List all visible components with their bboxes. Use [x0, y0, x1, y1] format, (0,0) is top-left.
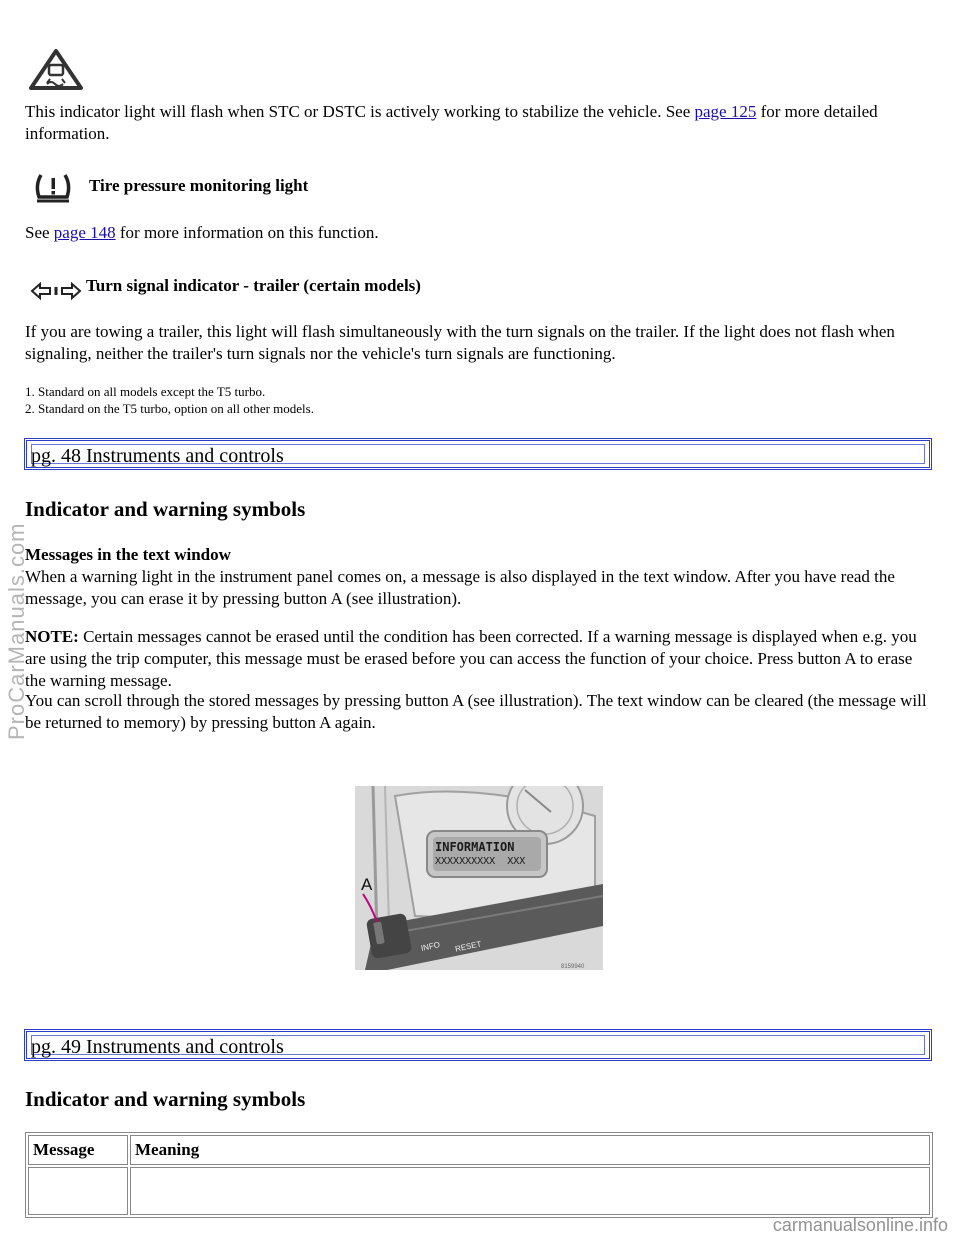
trailer-turn-signal-icon: [30, 281, 82, 301]
stalk-info-label: INFO: [420, 940, 441, 953]
tire-pressure-icon: [33, 171, 73, 205]
tire-pressure-title: Tire pressure monitoring light: [89, 176, 309, 195]
trailer-turn-signal-title: Turn signal indicator - trailer (certain models): [86, 276, 421, 295]
note-paragraph: NOTE: Certain messages cannot be erased until the condition has been corrected. If a warning message is displayed when e.g. you are using the trip computer, this message must be erased before you can access the function of your choice. Press button A to erase the warning message.: [25, 627, 917, 690]
table-row: [28, 1167, 930, 1215]
table-header-row: [28, 1135, 930, 1165]
watermark: ProCarManuals.com: [4, 522, 29, 740]
display-line-1: INFORMATION: [435, 840, 515, 854]
page-148-link[interactable]: page 148: [53, 223, 116, 242]
footnote-1: 1. Standard on all models except the T5 turbo.: [25, 384, 266, 399]
messages-subtitle: Messages in the text window: [25, 545, 231, 564]
footnote-2: 2. Standard on the T5 turbo, option on all other models.: [25, 401, 314, 416]
page-125-link[interactable]: page 125: [694, 102, 757, 121]
brand-watermark: carmanualsonline.info: [772, 1215, 948, 1235]
messages-paragraph: When a warning light in the instrument panel comes on, a message is also displayed in the text window. After you have read the message, you can erase it by pressing button A (see illustration).: [25, 567, 895, 608]
page-48-title: Indicator and warning symbols: [25, 497, 306, 521]
table-header-meaning: Meaning: [130, 1135, 930, 1165]
figure-code: 8159940: [561, 964, 585, 970]
table-cell: [130, 1167, 930, 1215]
trailer-turn-signal-description: If you are towing a trailer, this light will flash simultaneously with the turn signals on the trailer. If the light does not flash when signaling, neither the trailer's turn signals nor the vehicle's turn signals are functioning.: [25, 322, 895, 363]
instrument-text-window-illustration: [355, 786, 603, 970]
page-49-header: pg. 49 Instruments and controls: [24, 1029, 932, 1061]
stability-control-icon: [28, 48, 84, 92]
scroll-paragraph: You can scroll through the stored messages by pressing button A (see illustration). The text window can be cleared (the message will be returned to memory) by pressing button A again.: [25, 691, 927, 732]
table-cell: [28, 1167, 128, 1215]
page-49-title: Indicator and warning symbols: [25, 1087, 306, 1111]
tire-pressure-description: See page 148 for more information on this function.: [25, 223, 379, 242]
page-48-header: pg. 48 Instruments and controls: [24, 438, 932, 470]
callout-label-a: A: [361, 875, 373, 894]
stalk-reset-label: RESET: [454, 939, 483, 954]
messages-table: [25, 1132, 933, 1218]
table-header-message: Message: [28, 1135, 128, 1165]
stc-description: This indicator light will flash when STC or DSTC is actively working to stabilize the vehicle. See page 125 for more detailed information.: [25, 102, 878, 143]
display-line-2: XXXXXXXXXX XXX: [435, 856, 526, 867]
